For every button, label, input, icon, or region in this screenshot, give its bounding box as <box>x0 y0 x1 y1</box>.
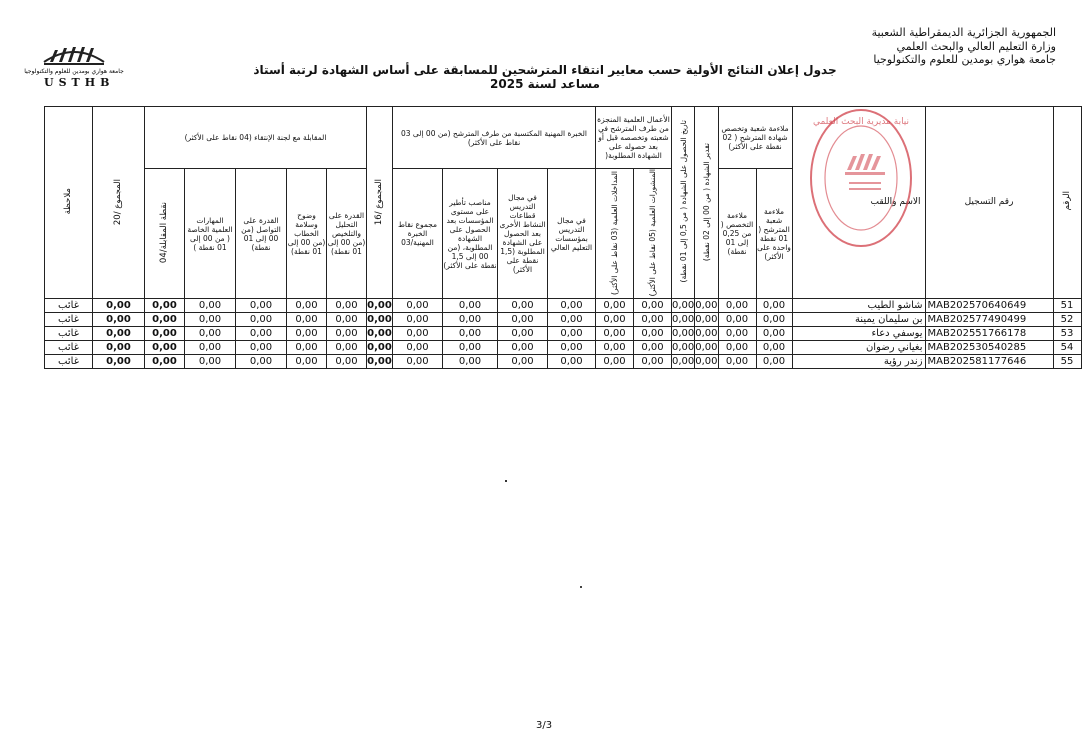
row-sum16: 0,00 <box>367 299 392 311</box>
logo-emblem-icon <box>24 38 124 78</box>
row-exp-teach: 0,00 <box>548 299 596 313</box>
institution-header <box>872 26 1056 67</box>
row-exp-total: 0,00 <box>393 299 443 313</box>
row-sum20: 0,00 <box>93 299 145 313</box>
row-sum16: 0,00 <box>367 327 392 339</box>
row-note: غائب <box>45 355 93 369</box>
usthb-logo <box>24 38 124 90</box>
row-int-analysis: 0,00 <box>327 355 367 369</box>
row-int-analysis: 0,00 <box>327 299 367 313</box>
row-int-clarity: 0,00 <box>287 341 327 355</box>
row-num: 52 <box>1053 313 1081 327</box>
row-exp-teach: 0,00 <box>548 327 596 341</box>
row-exp-total: 0,00 <box>393 327 443 341</box>
col-sum16: المجموع /16 <box>367 107 393 299</box>
results-table <box>44 106 1082 369</box>
row-int-skills: 0,00 <box>185 299 236 313</box>
row-fit-branch: 0,00 <box>756 355 792 369</box>
logo-arabic-text: جامعة هواري بومدين للعلوم والتكنولوجيا <box>24 68 124 75</box>
row-int-total: 0,00 <box>145 313 185 327</box>
row-int-skills: 0,00 <box>185 327 236 341</box>
col-date: تاريخ الحصول على الشهادة ( من 0,5 إلى 01 نقطة) <box>672 107 695 299</box>
row-fit-branch: 0,00 <box>756 299 792 313</box>
row-fit-branch: 0,00 <box>756 313 792 327</box>
col-registration: رقم التسجيل <box>925 107 1053 299</box>
row-note: غائب <box>45 299 93 313</box>
row-pubs: 0,00 <box>634 313 672 327</box>
table-row <box>45 327 1082 341</box>
row-date: 0,00 <box>672 313 695 325</box>
row-comms: 0,00 <box>596 355 634 369</box>
row-fit-spec: 0,00 <box>718 327 756 341</box>
row-name: بن سليمان يمينة <box>792 313 925 327</box>
col-int-total: نقطة المقابلة/04 <box>145 169 185 299</box>
row-exp-other: 0,00 <box>498 355 548 369</box>
row-int-clarity: 0,00 <box>287 299 327 313</box>
page-title: جدول إعلان النتائج الأولية حسب معايير انتقاء المترشحين للمسابقة على أساس الشهادة لرتبة أستاذ مساعد لسنة 2025 <box>253 63 837 91</box>
row-note: غائب <box>45 327 93 341</box>
col-exp-group: الخبرة المهنية المكتسبة من طرف المترشح (من 00 إلى 03 نقاط على الأكثر) <box>393 107 596 169</box>
col-int-analysis: القدرة على التحليل والتلخيص (من 00 إلى 01 نقطة) <box>327 169 367 299</box>
row-note: غائب <box>45 313 93 327</box>
row-date: 0,00 <box>672 341 695 353</box>
row-grade: 0,00 <box>695 299 718 311</box>
row-grade: 0,00 <box>695 355 718 367</box>
row-grade: 0,00 <box>695 341 718 353</box>
row-fit-spec: 0,00 <box>718 341 756 355</box>
row-registration: MAB202581177646 <box>925 355 1053 369</box>
row-comms: 0,00 <box>596 313 634 327</box>
col-int-clarity: وضوح وسلامة الخطاب (من 00 إلى 01 نقطة) <box>287 169 327 299</box>
row-comms: 0,00 <box>596 299 634 313</box>
col-grade: تقدير الشهادة ( من 00 إلى 02 نقطة) <box>695 107 718 299</box>
row-sum20: 0,00 <box>93 313 145 327</box>
col-int-comm: القدرة على التواصل (من 00 إلى 01 نقطة) <box>236 169 287 299</box>
row-fit-spec: 0,00 <box>718 299 756 313</box>
row-exp-teach: 0,00 <box>548 313 596 327</box>
row-int-comm: 0,00 <box>236 313 287 327</box>
row-fit-spec: 0,00 <box>718 313 756 327</box>
table-row <box>45 355 1082 369</box>
row-exp-other: 0,00 <box>498 299 548 313</box>
row-int-clarity: 0,00 <box>287 313 327 327</box>
row-date: 0,00 <box>672 299 695 311</box>
row-sum16: 0,00 <box>367 355 392 367</box>
col-comms: المداخلات العلمية (03 نقاط على الأكثر) <box>596 169 634 299</box>
row-exp-super: 0,00 <box>443 355 498 369</box>
row-date: 0,00 <box>672 327 695 339</box>
row-name: شاشو الطيب <box>792 299 925 313</box>
row-int-comm: 0,00 <box>236 327 287 341</box>
university-line: جامعة هواري بومدين للعلوم والتكنولوجيا <box>873 53 1056 66</box>
row-num: 54 <box>1053 341 1081 355</box>
row-fit-spec: 0,00 <box>718 355 756 369</box>
row-int-analysis: 0,00 <box>327 341 367 355</box>
logo-latin-text: USTHB <box>44 76 115 89</box>
row-registration: MAB202570640649 <box>925 299 1053 313</box>
col-exp-teach: في مجال التدريس بمؤسسات التعليم العالي <box>548 169 596 299</box>
row-sum20: 0,00 <box>93 341 145 355</box>
row-comms: 0,00 <box>596 327 634 341</box>
row-int-skills: 0,00 <box>185 341 236 355</box>
col-int-skills: المهارات العلمية الخاصة ( من 00 إلى 01 نقطة ) <box>185 169 236 299</box>
row-int-total: 0,00 <box>145 341 185 355</box>
row-exp-other: 0,00 <box>498 327 548 341</box>
scan-speck <box>505 480 507 482</box>
row-exp-teach: 0,00 <box>548 355 596 369</box>
row-int-total: 0,00 <box>145 355 185 369</box>
col-sum20: المجموع /20 <box>93 107 145 299</box>
row-num: 55 <box>1053 355 1081 369</box>
scan-speck <box>580 586 582 588</box>
row-int-analysis: 0,00 <box>327 313 367 327</box>
row-int-comm: 0,00 <box>236 355 287 369</box>
row-exp-super: 0,00 <box>443 299 498 313</box>
table-row <box>45 313 1082 327</box>
row-grade: 0,00 <box>695 327 718 339</box>
row-int-comm: 0,00 <box>236 299 287 313</box>
row-exp-total: 0,00 <box>393 355 443 369</box>
row-pubs: 0,00 <box>634 341 672 355</box>
row-int-clarity: 0,00 <box>287 327 327 341</box>
col-name: الاسم واللقب <box>792 107 925 299</box>
ministry-line: وزارة التعليم العالي والبحث العلمي <box>896 39 1056 53</box>
row-int-clarity: 0,00 <box>287 355 327 369</box>
row-sum16: 0,00 <box>367 341 392 353</box>
col-fit-spec: ملاءمة التخصص ( من 0,25 إلى 01 نقطة) <box>718 169 756 299</box>
row-sum20: 0,00 <box>93 327 145 341</box>
row-int-analysis: 0,00 <box>327 327 367 341</box>
header-row-1 <box>45 107 1082 169</box>
page-number: 3/3 <box>536 720 553 731</box>
row-exp-total: 0,00 <box>393 341 443 355</box>
row-num: 53 <box>1053 327 1081 341</box>
row-exp-other: 0,00 <box>498 341 548 355</box>
row-exp-total: 0,00 <box>393 313 443 327</box>
row-exp-super: 0,00 <box>443 341 498 355</box>
col-sci-group: الأعمال العلمية المنجزة من طرف المترشح في شعبته وتخصصه قبل أو بعد حصوله على الشهادة المطلوبة( <box>596 107 672 169</box>
row-pubs: 0,00 <box>634 355 672 369</box>
row-comms: 0,00 <box>596 341 634 355</box>
row-exp-super: 0,00 <box>443 327 498 341</box>
row-pubs: 0,00 <box>634 327 672 341</box>
row-registration: MAB202577490499 <box>925 313 1053 327</box>
row-sum16: 0,00 <box>367 313 392 325</box>
row-note: غائب <box>45 341 93 355</box>
col-pubs: المنشورات العلمية (05 نقاط على الأكثر) <box>634 169 672 299</box>
stamp-text: نيابة مديرية البحث العلمي <box>812 117 910 127</box>
table-row <box>45 341 1082 355</box>
col-exp-super: مناصب تأطير على مستوى المؤسسات بعد الحصول على الشهادة المطلوبة، (من 00 إلى 1,5 نقطة على الأكثر) <box>443 169 498 299</box>
row-sum20: 0,00 <box>93 355 145 369</box>
row-exp-other: 0,00 <box>498 313 548 327</box>
col-interview-group: المقابلة مع لجنة الإنتقاء (04 نقاط على الأكثر) <box>145 107 367 169</box>
row-pubs: 0,00 <box>634 299 672 313</box>
row-exp-teach: 0,00 <box>548 341 596 355</box>
row-date: 0,00 <box>672 355 695 367</box>
col-exp-other: في مجال التدريس قطاعات النشاط الأخرى بعد الحصول على الشهادة المطلوبة (1,5 نقطة على الأكثر) <box>498 169 548 299</box>
republic-line: الجمهورية الجزائرية الديمقراطية الشعبية <box>871 26 1056 39</box>
row-int-comm: 0,00 <box>236 341 287 355</box>
col-fit-branch: ملاءمة شعبة المترشح ( 01 نقطة واحدة على الأكثر) <box>756 169 792 299</box>
col-num: الرقم <box>1053 107 1081 299</box>
row-int-skills: 0,00 <box>185 355 236 369</box>
table-row <box>45 299 1082 313</box>
col-fit-group: ملاءمة شعبة وتخصص شهادة المترشح ( 02 نقطة على الأكثر) <box>718 107 792 169</box>
row-grade: 0,00 <box>695 313 718 325</box>
row-registration: MAB202530540285 <box>925 341 1053 355</box>
row-fit-branch: 0,00 <box>756 327 792 341</box>
col-note: ملاحظة <box>45 107 93 299</box>
row-num: 51 <box>1053 299 1081 313</box>
row-name: يوسفي دعاء <box>792 327 925 341</box>
row-registration: MAB202551766178 <box>925 327 1053 341</box>
col-exp-total: مجموع نقاط الخبرة المهنية/03 <box>393 169 443 299</box>
row-int-total: 0,00 <box>145 299 185 313</box>
row-exp-super: 0,00 <box>443 313 498 327</box>
row-fit-branch: 0,00 <box>756 341 792 355</box>
row-name: زندر رؤية <box>792 355 925 369</box>
row-name: بغياني رضوان <box>792 341 925 355</box>
row-int-skills: 0,00 <box>185 313 236 327</box>
row-int-total: 0,00 <box>145 327 185 341</box>
